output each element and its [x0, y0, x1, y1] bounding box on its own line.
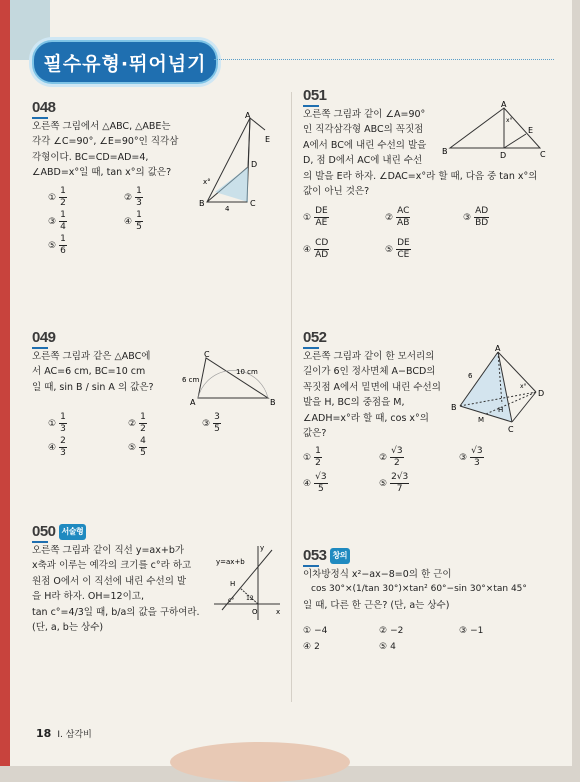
column-divider: [291, 92, 292, 702]
descriptive-badge: 서술형: [59, 524, 87, 540]
label-eq: y=ax+b: [216, 558, 245, 566]
problem-text: 오른쪽 그림과 같이 직선 y=ax+b가 x축과 이루는 예각의 크기를 c°라 하고 원점 O에서 이 직선에 내린 수선의 발 을 H라 하자. OH=12이고, tan c°=4/3일 때, b/a의 값을 구하여라. (단, a, b는 상수): [32, 544, 200, 634]
label-12: 12: [246, 595, 254, 602]
label-B: B: [442, 147, 448, 156]
choice-2[interactable]: ② $\frac{AC}{AB}$: [385, 206, 410, 228]
choices-048: [32, 186, 232, 266]
label-C: C: [508, 425, 514, 434]
footer: [36, 727, 92, 740]
choice-1[interactable]: ① $\frac{1}{2}$: [303, 446, 321, 468]
choice-1[interactable]: ① $\frac{DE}{AE}$: [303, 206, 328, 228]
problem-text: 오른쪽 그림과 같이 한 모서리의 길이가 6인 정사면체 A−BCD의 꼭짓점 A에서 밑면에 내린 수선의 발을 H, BC의 중점을 M, ∠ADH=x°라 할 때, cos x°의 값은?: [303, 350, 441, 439]
choice-1[interactable]: ① $\frac{1}{3}$: [48, 412, 66, 434]
label-H: H: [230, 580, 236, 588]
label-D: D: [500, 151, 507, 160]
choice-3[interactable]: ③ −1: [459, 626, 484, 636]
choice-2[interactable]: ② −2: [379, 626, 404, 636]
choice-5[interactable]: ⑤ $\frac{2√3}{7}$: [379, 472, 409, 494]
problem-050: [32, 524, 212, 636]
header-title: 필수유형·뛰어넘기: [43, 52, 207, 75]
problem-text: 오른쪽 그림과 같이 ∠A=90° 인 직각삼각형 ABC의 꼭짓점 A에서 BC에 내린 수선의 발을 D, 점 D에서 AC에 내린 수선 의 발을 E라 하자. ∠DAC=x°라 할 때, 다음 중 tan x°의 값이 아닌 것은?: [303, 108, 538, 197]
label-B: B: [270, 398, 276, 407]
label-x: x°: [506, 117, 513, 124]
choice-4[interactable]: ④ 2: [303, 642, 320, 652]
label-A: A: [495, 344, 501, 353]
problem-text: 오른쪽 그림에서 △ABC, △ABE는 각각 ∠C=90°, ∠E=90°인 직각삼 각형이다. BC=CD=AD=4, ∠ABD=x°일 때, tan x°의 값은?: [32, 120, 179, 178]
header-rule: [214, 59, 554, 60]
label-y: y: [260, 544, 265, 552]
label-C: C: [540, 150, 546, 159]
thumb: [170, 742, 350, 782]
problem-number: 053 창의: [303, 548, 553, 567]
problem-053: [303, 548, 553, 613]
problem-049: [32, 330, 202, 395]
section-header: [32, 40, 218, 84]
label-C: C: [204, 350, 210, 359]
choice-3[interactable]: ③ $\frac{1}{4}$: [48, 210, 66, 232]
label-O: O: [252, 608, 258, 616]
creative-badge: 창의: [330, 548, 350, 564]
choices-053: [303, 626, 553, 658]
choice-2[interactable]: ② $\frac{1}{2}$: [128, 412, 146, 434]
choice-3[interactable]: ③ $\frac{3}{5}$: [202, 412, 220, 434]
label-E: E: [528, 126, 534, 135]
label-6cm: 6 cm: [182, 376, 200, 384]
label-x: x°: [520, 383, 527, 390]
problem-text-1: 이차방정식 x²−ax−8=0의 한 근이: [303, 568, 452, 580]
label-A: A: [245, 112, 251, 120]
choices-052: [303, 446, 553, 506]
choice-5[interactable]: ⑤ 4: [379, 642, 396, 652]
figure-051: [440, 100, 550, 162]
problem-052: [303, 330, 463, 442]
choices-051: [303, 206, 553, 270]
problem-number: 051: [303, 88, 553, 107]
choice-5[interactable]: ⑤ $\frac{DE}{CE}$: [385, 238, 410, 260]
label-C: C: [250, 199, 256, 208]
problem-expression: cos 30°×(1/tan 30°)×tan² 60°−sin 30°×tan 45°: [311, 584, 527, 595]
choice-4[interactable]: ④ $\frac{CD}{AD}$: [303, 238, 329, 260]
choice-4[interactable]: ④ $\frac{1}{5}$: [124, 210, 142, 232]
choice-2[interactable]: ② $\frac{1}{3}$: [124, 186, 142, 208]
choices-049: [32, 412, 262, 462]
label-10cm: 10 cm: [236, 368, 258, 376]
figure-050: [214, 542, 284, 622]
label-D: D: [538, 389, 545, 398]
page-number: 18: [36, 727, 52, 740]
problem-number: 048: [32, 100, 232, 119]
left-color-bar: [0, 0, 10, 766]
label-E: E: [265, 135, 271, 144]
choice-4[interactable]: ④ $\frac{2}{3}$: [48, 436, 66, 458]
label-4: 4: [225, 205, 230, 212]
label-H: H: [498, 406, 504, 414]
label-x: x°: [203, 178, 211, 186]
problem-number: 049: [32, 330, 202, 349]
label-6: 6: [468, 372, 473, 380]
problem-number: 052: [303, 330, 463, 349]
problem-number: 050 서술형: [32, 524, 212, 543]
choice-3[interactable]: ③ $\frac{√3}{3}$: [459, 446, 483, 468]
label-B: B: [451, 403, 457, 412]
figure-049: [180, 350, 280, 410]
choice-3[interactable]: ③ $\frac{AD}{BD}$: [463, 206, 489, 228]
choice-1[interactable]: ① −4: [303, 626, 328, 636]
choice-4[interactable]: ④ $\frac{√3}{5}$: [303, 472, 327, 494]
label-D: D: [251, 160, 258, 169]
choice-5[interactable]: ⑤ $\frac{1}{6}$: [48, 234, 66, 256]
label-M: M: [478, 416, 485, 424]
problem-text: 오른쪽 그림과 같은 △ABC에 서 AC=6 cm, BC=10 cm 일 때, sin B / sin A 의 값은?: [32, 350, 154, 393]
choice-1[interactable]: ① $\frac{1}{2}$: [48, 186, 66, 208]
label-c: c°: [228, 597, 235, 604]
label-x: x: [276, 608, 281, 616]
label-A: A: [190, 398, 196, 407]
section-name: I. 삼각비: [57, 730, 92, 740]
figure-052: [450, 344, 550, 434]
choice-5[interactable]: ⑤ $\frac{4}{5}$: [128, 436, 146, 458]
problem-text-2: 일 때, 다른 한 근은? (단, a는 상수): [303, 599, 450, 611]
label-B: B: [199, 199, 205, 208]
label-A: A: [501, 100, 507, 109]
choice-2[interactable]: ② $\frac{√3}{2}$: [379, 446, 403, 468]
